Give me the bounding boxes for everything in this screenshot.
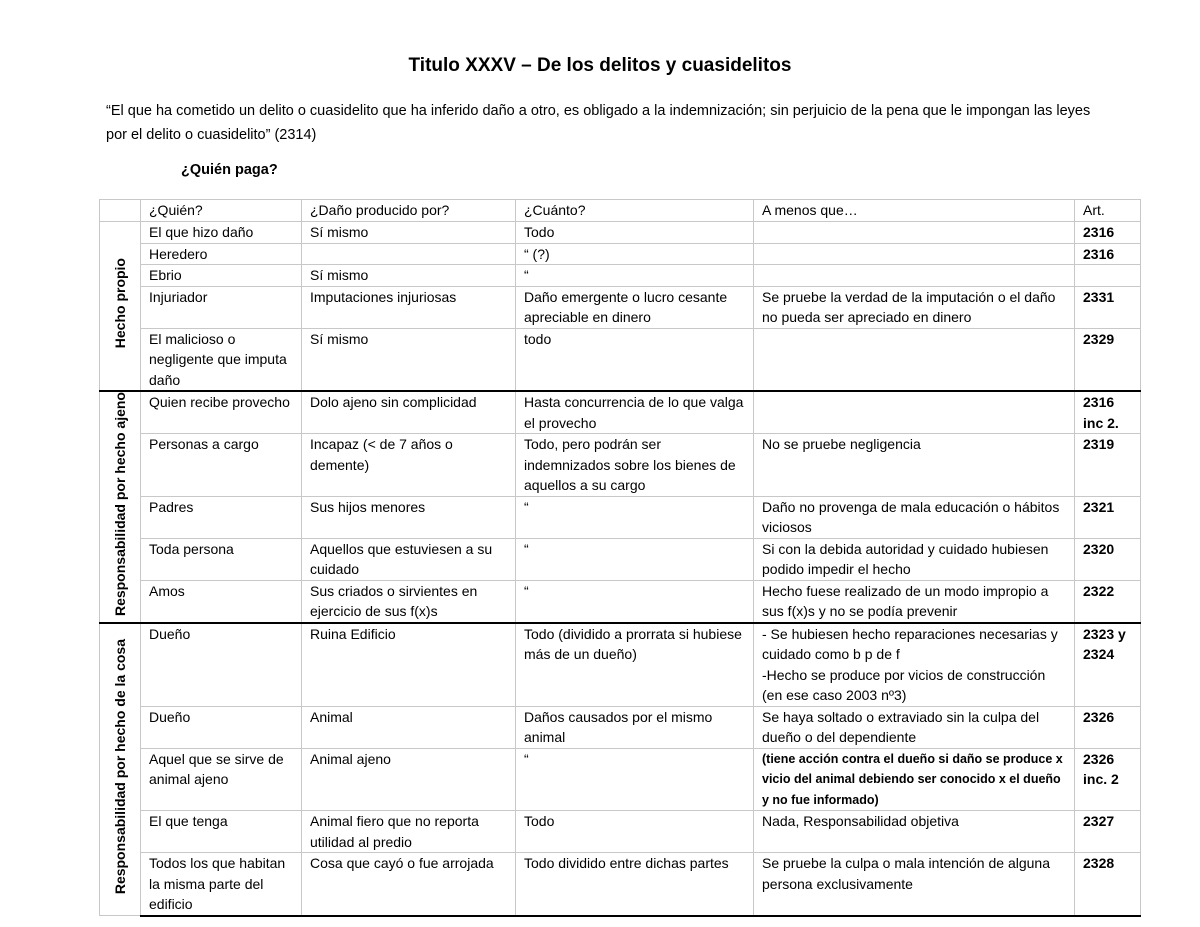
cell-art: 2322 (1075, 580, 1141, 623)
cell-quien: Ebrio (141, 265, 302, 287)
cell-quien: Dueño (141, 623, 302, 707)
cell-art: 2323 y 2324 (1075, 623, 1141, 707)
cell-art: 2320 (1075, 538, 1141, 580)
cell-cuanto: Daño emergente o lucro cesante apreciable en dinero (516, 286, 754, 328)
cell-a-menos-que: (tiene acción contra el dueño si daño se produce x vicio del animal debiendo ser conocido x el dueño y no fue informado) (754, 748, 1075, 811)
cell-quien: El que tenga (141, 811, 302, 853)
cell-a-menos-que (754, 243, 1075, 265)
cell-quien: Toda persona (141, 538, 302, 580)
cell-a-menos-que (754, 328, 1075, 391)
group-label-cell (100, 623, 141, 916)
cell-cuanto: Todo (dividido a prorrata si hubiese más de un dueño) (516, 623, 754, 707)
cell-cuanto: todo (516, 328, 754, 391)
cell-quien: Injuriador (141, 286, 302, 328)
table-row (100, 286, 1141, 328)
cell-cuanto: Hasta concurrencia de lo que valga el provecho (516, 391, 754, 434)
cell-dano: Incapaz (< de 7 años o demente) (302, 434, 516, 497)
cell-a-menos-que: Hecho fuese realizado de un modo impropio a sus f(x)s y no se podía prevenir (754, 580, 1075, 623)
cell-quien: El que hizo daño (141, 222, 302, 244)
cell-cuanto: “ (516, 265, 754, 287)
cell-quien: Padres (141, 496, 302, 538)
cell-cuanto: “ (?) (516, 243, 754, 265)
table-row (100, 811, 1141, 853)
table-row (100, 706, 1141, 748)
cell-cuanto: “ (516, 496, 754, 538)
cell-cuanto: Todo (516, 222, 754, 244)
cell-dano: Sus hijos menores (302, 496, 516, 538)
cell-dano: Dolo ajeno sin complicidad (302, 391, 516, 434)
header-cuanto: ¿Cuánto? (516, 200, 754, 222)
cell-dano: Aquellos que estuviesen a su cuidado (302, 538, 516, 580)
cell-quien: Quien recibe provecho (141, 391, 302, 434)
cell-dano: Imputaciones injuriosas (302, 286, 516, 328)
cell-quien: Heredero (141, 243, 302, 265)
group-label-hecho-propio: Hecho propio (112, 258, 128, 349)
table-row (100, 434, 1141, 497)
table-row (100, 391, 1141, 434)
cell-a-menos-que: Se pruebe la culpa o mala intención de alguna persona exclusivamente (754, 853, 1075, 916)
cell-cuanto: Todo dividido entre dichas partes (516, 853, 754, 916)
document-title: Titulo XXXV – De los delitos y cuasidelitos (408, 55, 792, 76)
header-corner-cell (100, 200, 141, 222)
cell-art: 2321 (1075, 496, 1141, 538)
cell-cuanto: “ (516, 580, 754, 623)
cell-art: 2316 inc 2. (1075, 391, 1141, 434)
cell-a-menos-que (754, 265, 1075, 287)
table-row (100, 222, 1141, 244)
group-label-cell (100, 222, 141, 392)
cell-dano: Sí mismo (302, 328, 516, 391)
cell-a-menos-que: - Se hubiesen hecho reparaciones necesarias y cuidado como b p de f -Hecho se produce por vicios de construcción (en ese caso 2003 nº3) (754, 623, 1075, 707)
cell-a-menos-que (754, 391, 1075, 434)
table-header-row (100, 200, 1141, 222)
responsibility-table (99, 199, 1141, 917)
cell-dano: Cosa que cayó o fue arrojada (302, 853, 516, 916)
table-row (100, 623, 1141, 707)
section-subheading: ¿Quién paga? (181, 162, 278, 178)
table-row (100, 328, 1141, 391)
cell-dano: Ruina Edificio (302, 623, 516, 707)
cell-art: 2328 (1075, 853, 1141, 916)
cell-dano: Animal fiero que no reporta utilidad al predio (302, 811, 516, 853)
cell-a-menos-que: Se haya soltado o extraviado sin la culpa del dueño o del dependiente (754, 706, 1075, 748)
cell-a-menos-que: No se pruebe negligencia (754, 434, 1075, 497)
cell-art: 2316 (1075, 222, 1141, 244)
cell-quien: Personas a cargo (141, 434, 302, 497)
cell-dano: Sí mismo (302, 222, 516, 244)
cell-art: 2326 (1075, 706, 1141, 748)
cell-a-menos-que: Daño no provenga de mala educación o hábitos viciosos (754, 496, 1075, 538)
cell-art: 2327 (1075, 811, 1141, 853)
table-row (100, 538, 1141, 580)
cell-dano: Sí mismo (302, 265, 516, 287)
cell-a-menos-que (754, 222, 1075, 244)
table-row (100, 496, 1141, 538)
table-row (100, 265, 1141, 287)
group-label-hecho-ajeno: Responsabilidad por hecho ajeno (112, 392, 128, 617)
header-art: Art. (1075, 200, 1141, 222)
cell-dano (302, 243, 516, 265)
cell-art: 2326 inc. 2 (1075, 748, 1141, 811)
cell-a-menos-que: Si con la debida autoridad y cuidado hubiesen podido impedir el hecho (754, 538, 1075, 580)
table-row (100, 580, 1141, 623)
group-label-hecho-de-la-cosa: Responsabilidad por hecho de la cosa (112, 638, 128, 895)
cell-a-menos-que: Se pruebe la verdad de la imputación o el daño no pueda ser apreciado en dinero (754, 286, 1075, 328)
group-label-cell (100, 391, 141, 623)
cell-quien: Todos los que habitan la misma parte del edificio (141, 853, 302, 916)
cell-dano: Animal ajeno (302, 748, 516, 811)
cell-dano: Sus criados o sirvientes en ejercicio de sus f(x)s (302, 580, 516, 623)
cell-quien: Dueño (141, 706, 302, 748)
table-row (100, 853, 1141, 916)
cell-art: 2329 (1075, 328, 1141, 391)
cell-art: 2331 (1075, 286, 1141, 328)
cell-cuanto: “ (516, 538, 754, 580)
cell-quien: Amos (141, 580, 302, 623)
cell-quien: El malicioso o negligente que imputa daño (141, 328, 302, 391)
table-row (100, 748, 1141, 811)
header-dano: ¿Daño producido por? (302, 200, 516, 222)
cell-art: 2316 (1075, 243, 1141, 265)
cell-dano: Animal (302, 706, 516, 748)
cell-art: 2319 (1075, 434, 1141, 497)
cell-cuanto: Todo, pero podrán ser indemnizados sobre los bienes de aquellos a su cargo (516, 434, 754, 497)
cell-a-menos-que: Nada, Responsabilidad objetiva (754, 811, 1075, 853)
cell-cuanto: Todo (516, 811, 754, 853)
header-a-menos-que: A menos que… (754, 200, 1075, 222)
cell-cuanto: Daños causados por el mismo animal (516, 706, 754, 748)
article-quote: “El que ha cometido un delito o cuasidelito que ha inferido daño a otro, es obligado a la indemnización; sin perjuicio de la pena que le impongan las leyes por el delito o cuasidelito” (2314) (106, 103, 1091, 143)
header-quien: ¿Quién? (141, 200, 302, 222)
cell-quien: Aquel que se sirve de animal ajeno (141, 748, 302, 811)
table-row (100, 243, 1141, 265)
cell-cuanto: “ (516, 748, 754, 811)
cell-art (1075, 265, 1141, 287)
